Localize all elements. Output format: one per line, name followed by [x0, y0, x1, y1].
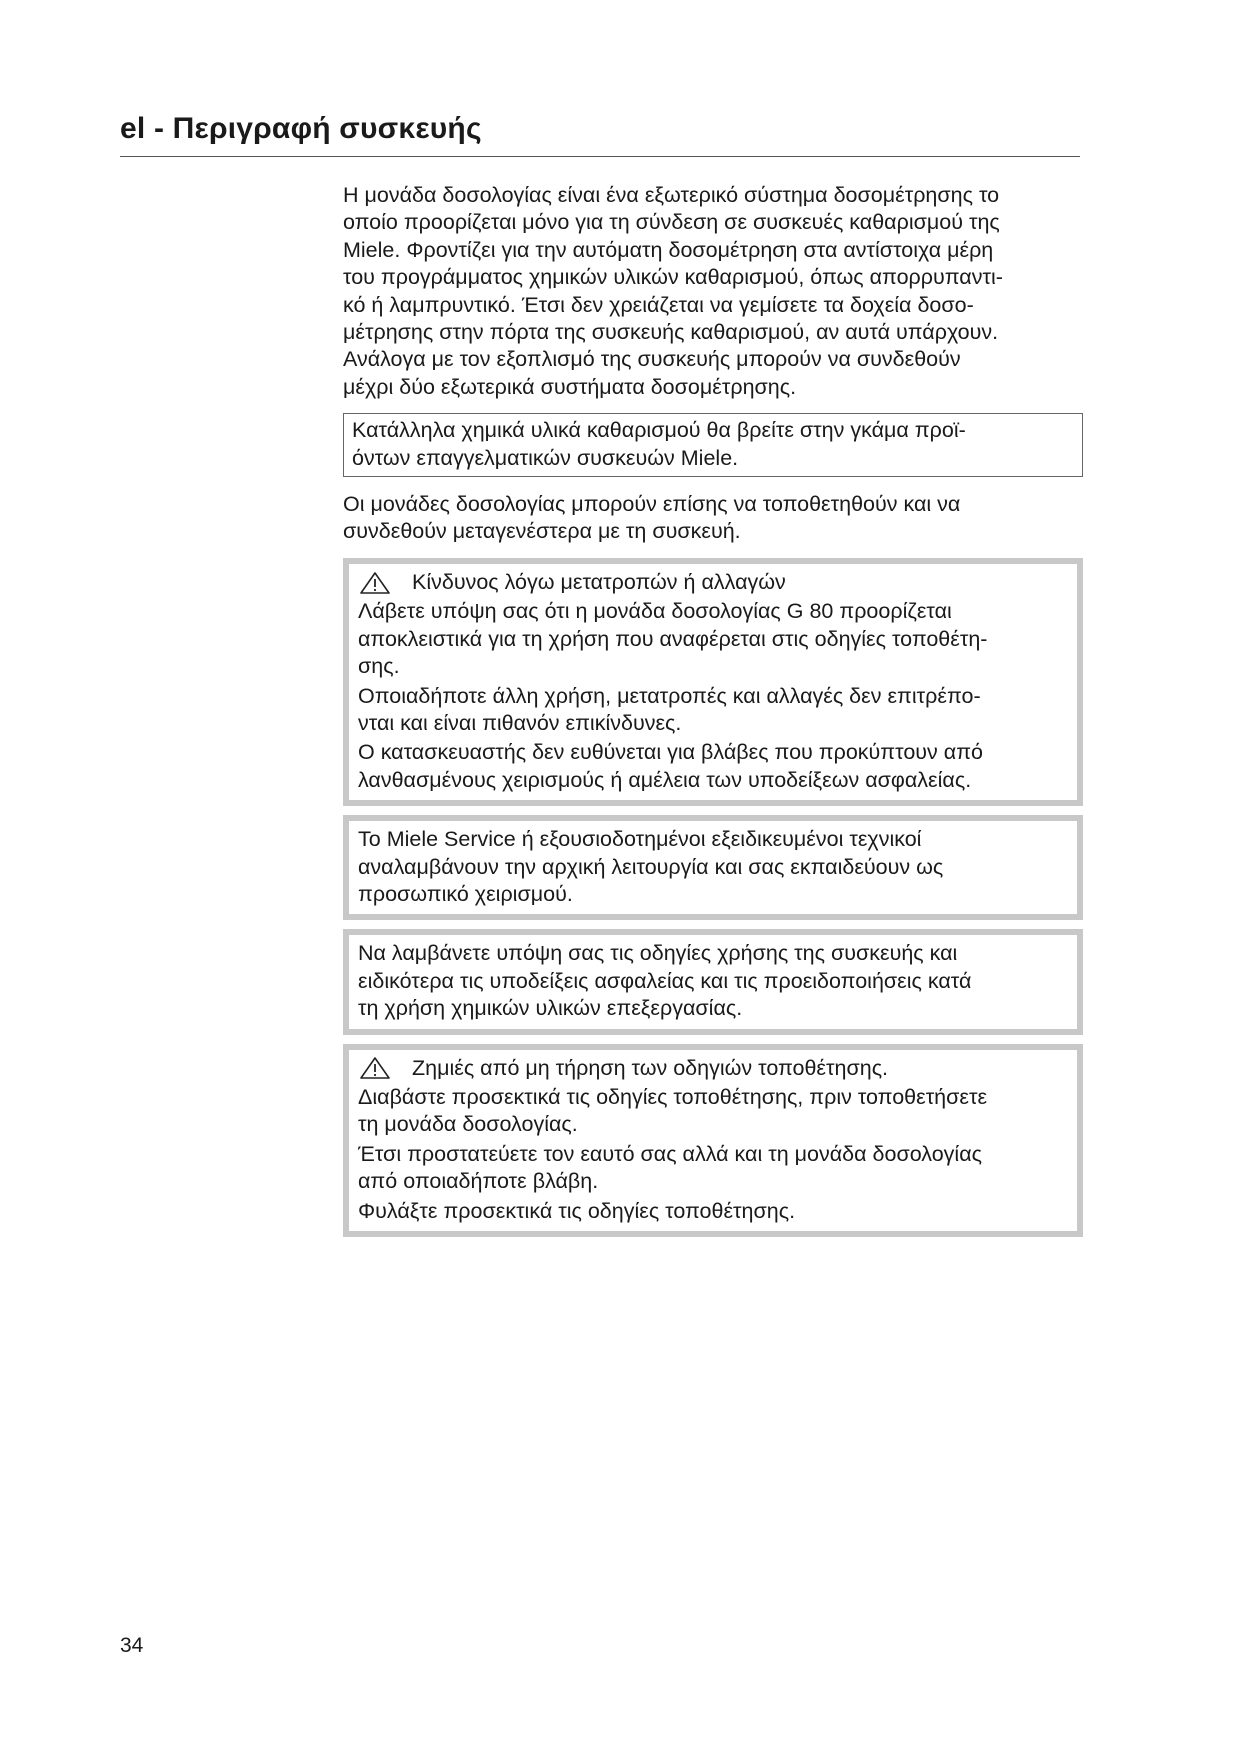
note-line: όντων επαγγελματικών συσκευών Miele. — [352, 445, 739, 470]
warning-title-row — [358, 1055, 1068, 1082]
page-title: el - Περιγραφή συσκευής — [120, 112, 482, 145]
page-header — [120, 112, 1080, 157]
warning-title: Ζημιές από μη τήρηση των οδηγιών τοποθέτησης. — [412, 1055, 889, 1080]
page-number: 34 — [120, 1634, 144, 1657]
info-line: Να λαμβάνετε υπόψη σας τις οδηγίες χρήσης της συσκευής και — [358, 941, 958, 966]
warning-paragraph — [358, 683, 1068, 738]
warning-line: νται και είναι πιθανόν επικίνδυνες. — [358, 710, 682, 735]
warning-box-modifications — [343, 558, 1083, 806]
warning-paragraph — [358, 739, 1068, 794]
info-line: Το Miele Service ή εξουσιοδοτημένοι εξειδικευμένοι τεχνικοί — [358, 827, 922, 852]
info-box-instructions — [343, 929, 1083, 1034]
warning-title-row — [358, 569, 1068, 596]
retrofit-paragraph — [343, 491, 1083, 546]
warning-line: Λάβετε υπόψη σας ότι η μονάδα δοσολογίας G 80 προορίζεται — [358, 599, 952, 624]
warning-paragraph — [358, 598, 1068, 680]
intro-line: Miele. Φροντίζει για την αυτόματη δοσομέτρηση στα αντίστοιχα μέρη — [343, 237, 994, 262]
intro-line: μέτρησης στην πόρτα της συσκευής καθαρισμού, αν αυτά υπάρχουν. — [343, 320, 999, 345]
info-paragraph — [358, 826, 1068, 908]
note-line: Κατάλληλα χημικά υλικά καθαρισμού θα βρείτε στην γκάμα προϊ- — [352, 418, 966, 443]
warning-box-installation — [343, 1044, 1083, 1237]
info-line: τη χρήση χημικών υλικών επεξεργασίας. — [358, 996, 743, 1021]
warning-line: Ο κατασκευαστής δεν ευθύνεται για βλάβες που προκύπτουν από — [358, 740, 983, 765]
retrofit-line: συνδεθούν μεταγενέστερα με τη συσκευή. — [343, 519, 741, 544]
info-line: προσωπικό χειρισμού. — [358, 881, 573, 906]
info-line: αναλαμβάνουν την αρχική λειτουργία και σας εκπαιδεύουν ως — [358, 854, 944, 879]
cleaning-agents-note — [343, 413, 1083, 477]
warning-line: από οποιαδήποτε βλάβη. — [358, 1169, 599, 1194]
warning-paragraph — [358, 1141, 1068, 1196]
warning-line: Έτσι προστατεύετε τον εαυτό σας αλλά και τη μονάδα δοσολογίας — [358, 1141, 982, 1166]
warning-triangle-icon — [358, 1056, 392, 1080]
info-paragraph — [358, 940, 1068, 1022]
intro-line: μέχρι δύο εξωτερικά συστήματα δοσομέτρησης. — [343, 374, 797, 399]
warning-paragraph — [358, 1198, 1068, 1225]
intro-line: οποίο προορίζεται μόνο για τη σύνδεση σε συσκευές καθαρισμού της — [343, 210, 1000, 235]
main-content — [343, 182, 1083, 1246]
warning-line: αποκλειστικά για τη χρήση που αναφέρεται στις οδηγίες τοποθέτη- — [358, 626, 988, 651]
intro-line: Η μονάδα δοσολογίας είναι ένα εξωτερικό σύστημα δοσομέτρησης το — [343, 183, 1000, 207]
intro-line: κό ή λαμπρυντικό. Έτσι δεν χρειάζεται να γεμίσετε τα δοχεία δοσο- — [343, 292, 974, 317]
warning-line: σης. — [358, 654, 400, 679]
warning-line: Οποιαδήποτε άλλη χρήση, μετατροπές και αλλαγές δεν επιτρέπο- — [358, 683, 981, 708]
intro-line: του προγράμματος χημικών υλικών καθαρισμού, όπως απορρυπαντι- — [343, 265, 1003, 290]
warning-line: τη μονάδα δοσολογίας. — [358, 1112, 578, 1137]
info-box-service — [343, 815, 1083, 920]
warning-line: λανθασμένους χειρισμούς ή αμέλεια των υποδείξεων ασφαλείας. — [358, 767, 972, 792]
intro-line: Ανάλογα με τον εξοπλισμό της συσκευής μπορούν να συνδεθούν — [343, 347, 961, 372]
warning-title: Κίνδυνος λόγω μετατροπών ή αλλαγών — [412, 569, 786, 594]
warning-line: Διαβάστε προσεκτικά τις οδηγίες τοποθέτησης, πριν τοποθετήσετε — [358, 1084, 988, 1109]
warning-line: Φυλάξτε προσεκτικά τις οδηγίες τοποθέτησης. — [358, 1198, 796, 1223]
warning-triangle-icon — [358, 571, 392, 595]
warning-paragraph — [358, 1084, 1068, 1139]
info-line: ειδικότερα τις υποδείξεις ασφαλείας και τις προειδοποιήσεις κατά — [358, 968, 972, 993]
retrofit-line: Οι μονάδες δοσολογίας μπορούν επίσης να τοποθετηθούν και να — [343, 492, 961, 517]
intro-paragraph — [343, 182, 1083, 401]
